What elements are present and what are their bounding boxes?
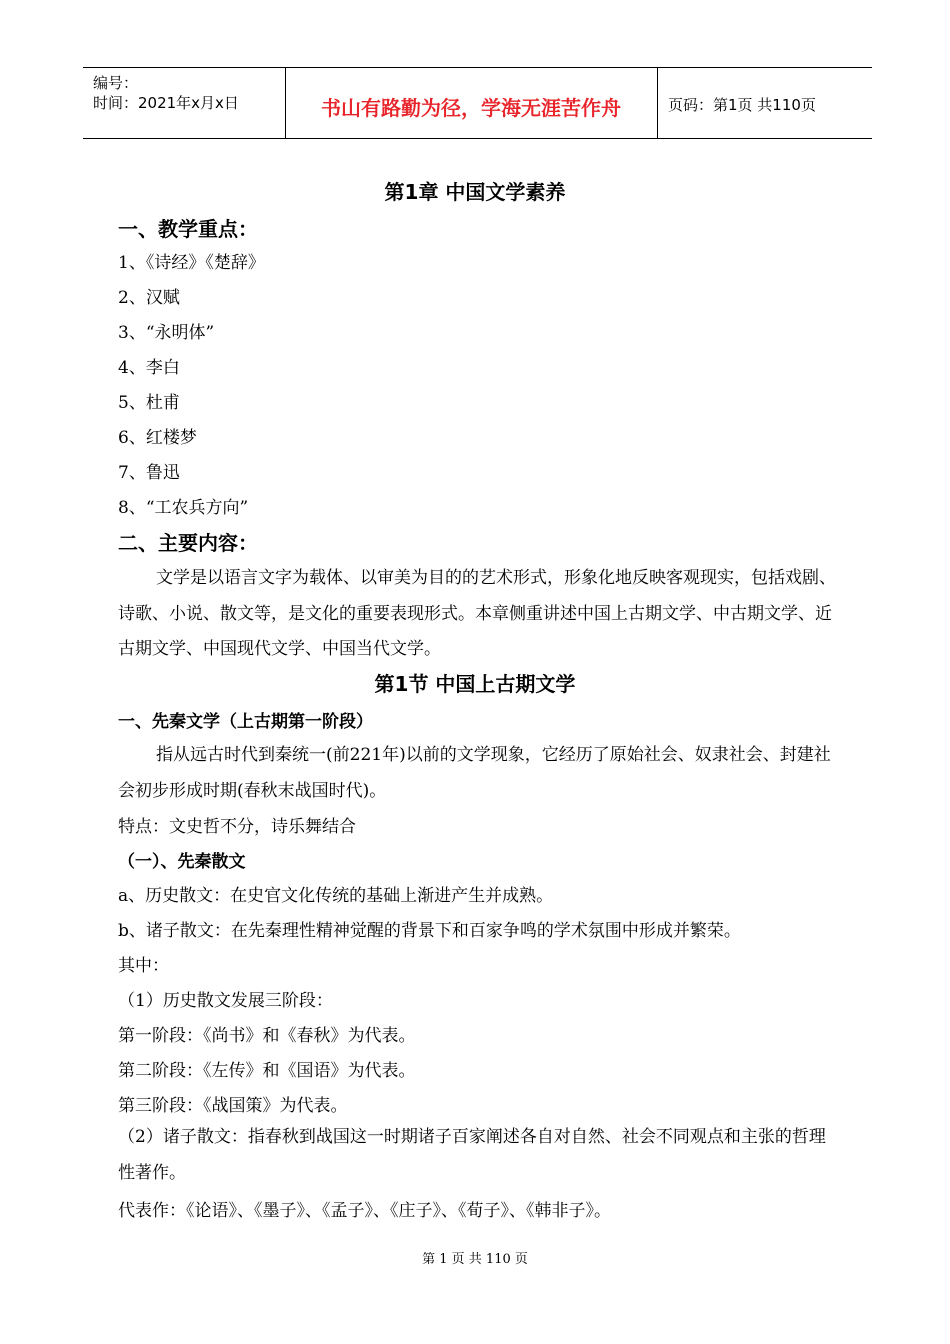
stage-3: 第三阶段：《战国策》为代表。 bbox=[118, 1096, 348, 1116]
representatives-line: 代表作：《论语》、《墨子》、《孟子》、《庄子》、《荀子》、《韩非子》。 bbox=[118, 1201, 611, 1221]
list-item: 6、红楼梦 bbox=[118, 428, 197, 448]
prose-heading: （一）、先秦散文 bbox=[118, 852, 246, 872]
line-b: b、诸子散文：在先秦理性精神觉醒的背景下和百家争鸣的学术氛围中形成并繁荣。 bbox=[118, 921, 741, 941]
list-item: 8、“工农兵方向” bbox=[118, 498, 249, 518]
list-item: 2、汉赋 bbox=[118, 288, 180, 308]
hist-stages-line: （1）历史散文发展三阶段： bbox=[118, 991, 333, 1011]
list-item: 3、“永明体” bbox=[118, 323, 215, 343]
intro-paragraph: 文学是以语言文字为载体、以审美为目的的艺术形式，形象化地反映客观现实，包括戏剧、诗歌、小说、散文等，是文化的重要表现形式。本章侧重讲述中国上古期文学、中古期文学、近古期文学、中国现代文学、中国当代文学。 bbox=[118, 568, 836, 659]
stage-2: 第二阶段：《左传》和《国语》为代表。 bbox=[118, 1061, 416, 1081]
motto: 书山有路勤为径，学海无涯苦作舟 bbox=[321, 96, 621, 120]
list-item: 4、李白 bbox=[118, 358, 180, 378]
page-label: 页码：第1页 共110页 bbox=[668, 96, 816, 114]
section-title: 第1节 中国上古期文学 bbox=[374, 672, 576, 696]
header-info-cell bbox=[83, 68, 286, 138]
line-a: a、历史散文：在史官文化传统的基础上渐进产生并成熟。 bbox=[118, 886, 554, 906]
list-item: 7、鲁迅 bbox=[118, 463, 180, 483]
zhuzi-definition: （2）诸子散文：指春秋到战国这一时期诸子百家阐述各自对自然、社会不同观点和主张的哲理性著作。 bbox=[118, 1127, 826, 1183]
pre-qin-paragraph: 指从远古时代到秦统一(前221年)以前的文学现象，它经历了原始社会、奴隶社会、封建社会初步形成时期(春秋末战国时代)。 bbox=[118, 745, 831, 801]
stage-1: 第一阶段：《尚书》和《春秋》为代表。 bbox=[118, 1026, 416, 1046]
list-item: 5、杜甫 bbox=[118, 393, 180, 413]
time-label: 时间：2021年x月x日 bbox=[93, 94, 239, 112]
main-content-heading: 二、主要内容： bbox=[118, 531, 258, 555]
header-page-cell bbox=[658, 68, 872, 138]
teaching-points-heading: 一、教学重点： bbox=[118, 217, 258, 241]
number-label: 编号： bbox=[93, 74, 139, 92]
features-line: 特点：文史哲不分，诗乐舞结合 bbox=[118, 817, 356, 837]
chapter-title: 第1章 中国文学素养 bbox=[384, 180, 566, 204]
pre-qin-heading: 一、先秦文学（上古期第一阶段） bbox=[118, 712, 373, 732]
among-line: 其中： bbox=[118, 956, 169, 976]
page-footer: 第 1 页 共 110 页 bbox=[422, 1252, 528, 1267]
header-motto-cell bbox=[285, 68, 658, 138]
document-header bbox=[83, 67, 872, 139]
list-item: 1、《诗经》《楚辞》 bbox=[118, 253, 265, 273]
